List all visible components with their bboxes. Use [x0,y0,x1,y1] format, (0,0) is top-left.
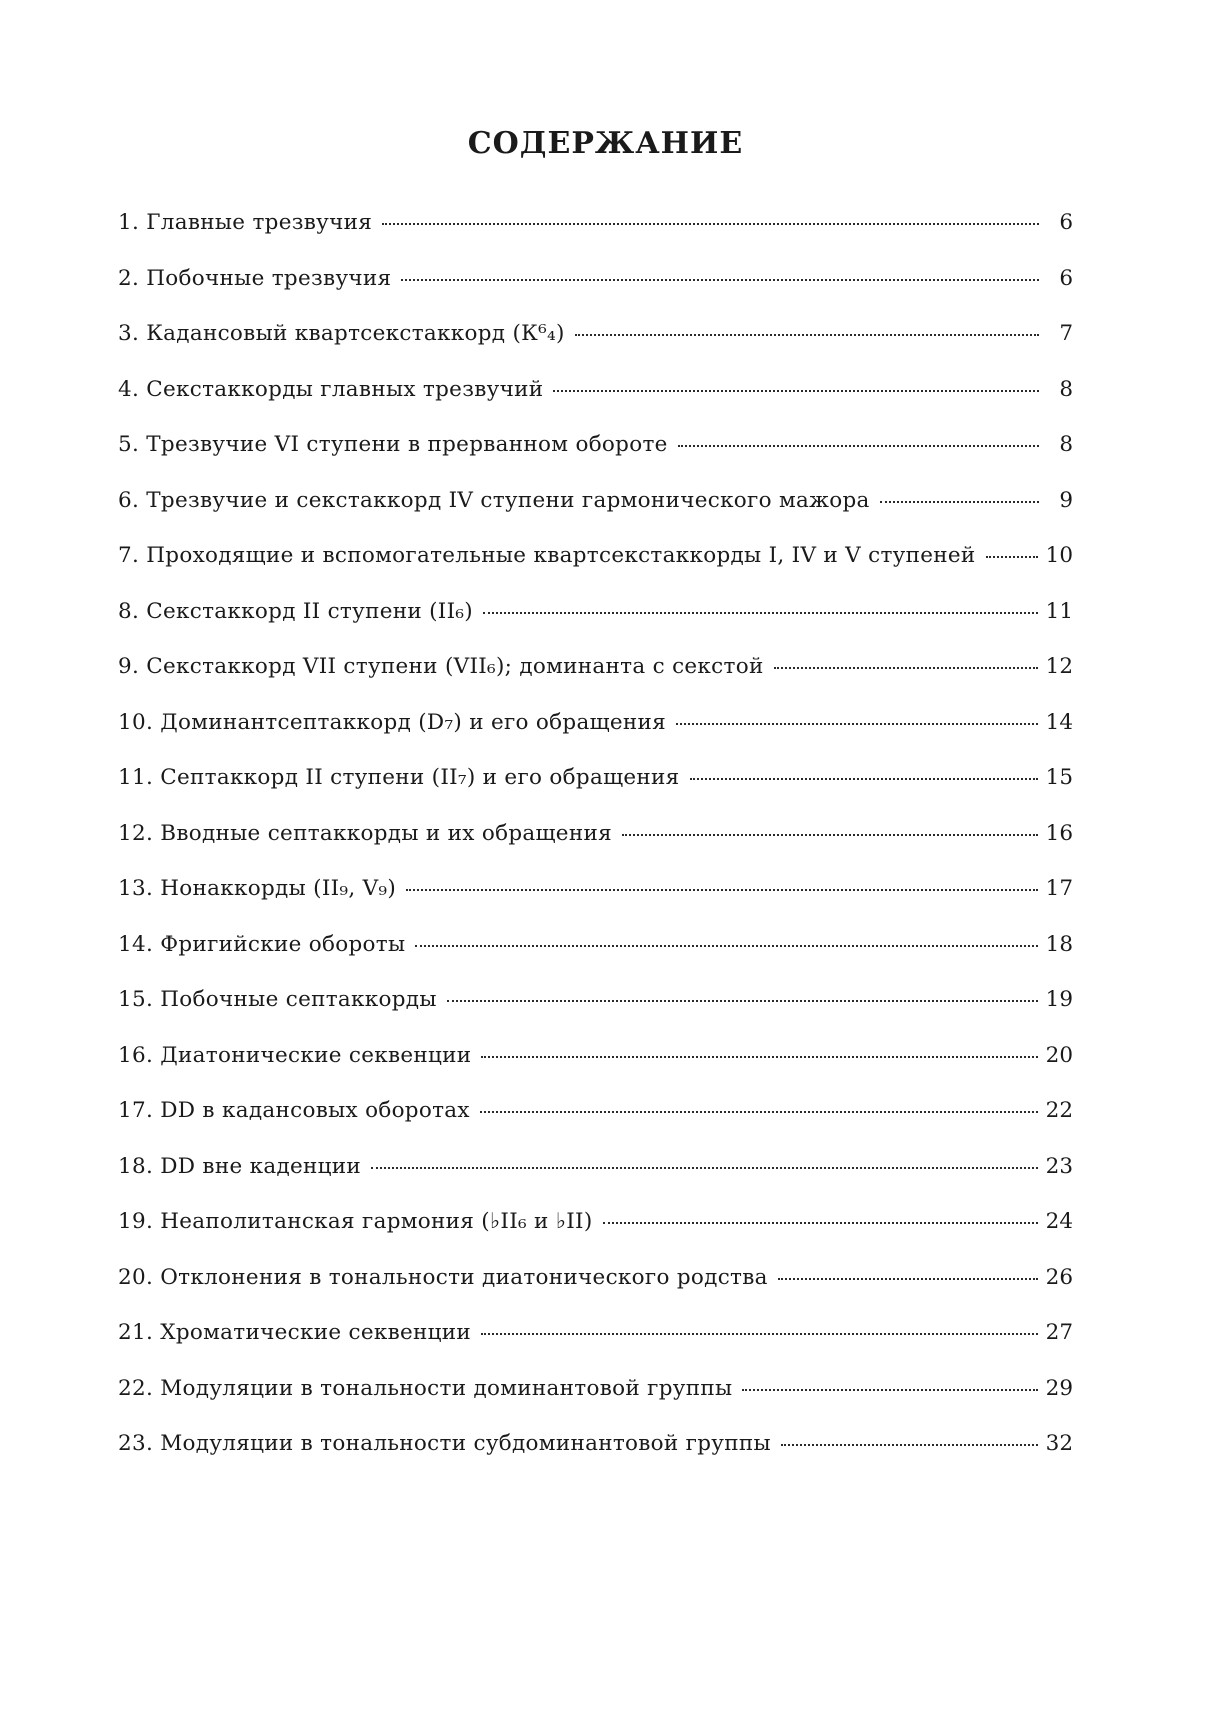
toc-entry-page-number: 23 [1045,1153,1073,1179]
toc-entry[interactable] [118,1043,1073,1099]
toc-entry[interactable] [118,321,1073,377]
dot-leader [778,1278,1038,1280]
dot-leader [481,1333,1038,1335]
toc-entry-title: 18. DD вне каденции [118,1153,362,1179]
toc-entry-title: 22. Модуляции в тональности доминантовой группы [118,1375,733,1401]
toc-entry[interactable] [118,1431,1073,1487]
toc-entry[interactable] [118,432,1073,488]
toc-entry-title: 4. Секстаккорды главных трезвучий [118,376,544,402]
toc-entry[interactable] [118,1376,1073,1432]
toc-entry[interactable] [118,1098,1073,1154]
toc-entry-title: 13. Нонаккорды (II₉, V₉) [118,876,397,901]
toc-entry[interactable] [118,599,1073,655]
dot-leader [371,1167,1038,1169]
dot-leader [382,223,1039,225]
toc-entry-page-number: 9 [1059,487,1073,513]
toc-entry[interactable] [118,765,1073,821]
table-of-contents [118,210,1073,1487]
toc-entry-title: 23. Модуляции в тональности субдоминантовой группы [118,1431,771,1456]
toc-entry-page-number: 7 [1059,321,1073,346]
toc-entry[interactable] [118,654,1073,710]
toc-entry[interactable] [118,1154,1073,1210]
toc-entry-page-number: 29 [1045,1375,1073,1401]
dot-leader [553,390,1039,392]
toc-entry-title: 1. Главные трезвучия [118,210,373,235]
dot-leader [622,834,1038,836]
toc-entry[interactable] [118,932,1073,988]
toc-entry-title: 8. Секстаккорд II ступени (II₆) [118,598,474,624]
toc-entry-page-number: 10 [1045,543,1073,568]
toc-entry[interactable] [118,1320,1073,1376]
toc-entry[interactable] [118,210,1073,266]
toc-entry-title: 9. Секстаккорд VII ступени (VII₆); доминанта с секстой [118,654,764,679]
toc-entry-title: 15. Побочные септаккорды [118,987,437,1012]
dot-leader [603,1222,1038,1224]
dot-leader [415,945,1037,947]
toc-entry-title: 5. Трезвучие VI ступени в прерванном обороте [118,432,668,457]
toc-entry[interactable] [118,377,1073,433]
toc-entry[interactable] [118,1265,1073,1321]
toc-entry[interactable] [118,488,1073,544]
toc-entry-page-number: 14 [1045,709,1073,735]
dot-leader [986,556,1038,558]
toc-entry[interactable] [118,710,1073,766]
dot-leader [480,1111,1038,1113]
toc-entry-title: 7. Проходящие и вспомогательные квартсекстаккорды I, IV и V ступеней [118,543,976,568]
dot-leader [676,723,1038,725]
dot-leader [481,1056,1037,1058]
toc-entry-page-number: 17 [1045,876,1073,901]
toc-entry-title: 3. Кадансовый квартсекстаккорд (К⁶₄) [118,321,565,346]
dot-leader [575,334,1039,336]
toc-entry-page-number: 11 [1045,598,1073,624]
toc-entry-page-number: 8 [1059,376,1073,402]
dot-leader [774,667,1038,669]
toc-entry-page-number: 6 [1059,210,1073,235]
toc-entry[interactable] [118,821,1073,877]
toc-entry-page-number: 19 [1045,987,1073,1012]
toc-entry-title: 2. Побочные трезвучия [118,265,392,291]
toc-entry-page-number: 6 [1059,265,1073,291]
dot-leader [781,1444,1038,1446]
toc-entry-page-number: 22 [1045,1098,1073,1123]
dot-leader [742,1389,1037,1391]
toc-entry-page-number: 20 [1045,1042,1073,1068]
toc-entry-page-number: 8 [1059,432,1073,457]
toc-entry-title: 20. Отклонения в тональности диатонического родства [118,1264,768,1290]
toc-entry-title: 14. Фригийские обороты [118,931,406,957]
toc-entry-page-number: 18 [1045,931,1073,957]
toc-entry-title: 10. Доминантсептаккорд (D₇) и его обращения [118,709,667,735]
dot-leader [401,279,1039,281]
dot-leader [880,501,1039,503]
dot-leader [406,889,1038,891]
toc-entry-page-number: 26 [1045,1264,1073,1290]
toc-entry-title: 21. Хроматические секвенции [118,1320,472,1345]
toc-entry-title: 19. Неаполитанская гармония (♭II₆ и ♭II) [118,1209,593,1234]
dot-leader [447,1000,1038,1002]
toc-entry[interactable] [118,987,1073,1043]
toc-entry-title: 17. DD в кадансовых оборотах [118,1098,470,1123]
toc-entry-page-number: 32 [1045,1431,1073,1456]
toc-entry-page-number: 16 [1045,820,1073,846]
dot-leader [483,612,1038,614]
toc-entry-title: 6. Трезвучие и секстаккорд IV ступени гармонического мажора [118,487,870,513]
dot-leader [678,445,1039,447]
toc-entry-page-number: 27 [1045,1320,1073,1345]
toc-entry-page-number: 24 [1045,1209,1073,1234]
toc-entry-page-number: 15 [1045,765,1073,790]
toc-entry-title: 11. Септаккорд II ступени (II₇) и его обращения [118,765,680,790]
toc-entry[interactable] [118,266,1073,322]
dot-leader [690,778,1038,780]
toc-entry[interactable] [118,876,1073,932]
toc-entry-title: 16. Диатонические секвенции [118,1042,472,1068]
page-title: СОДЕРЖАНИЕ [467,126,744,161]
toc-entry[interactable] [118,1209,1073,1265]
toc-entry-title: 12. Вводные септаккорды и их обращения [118,820,612,846]
toc-entry[interactable] [118,543,1073,599]
toc-entry-page-number: 12 [1045,654,1073,679]
